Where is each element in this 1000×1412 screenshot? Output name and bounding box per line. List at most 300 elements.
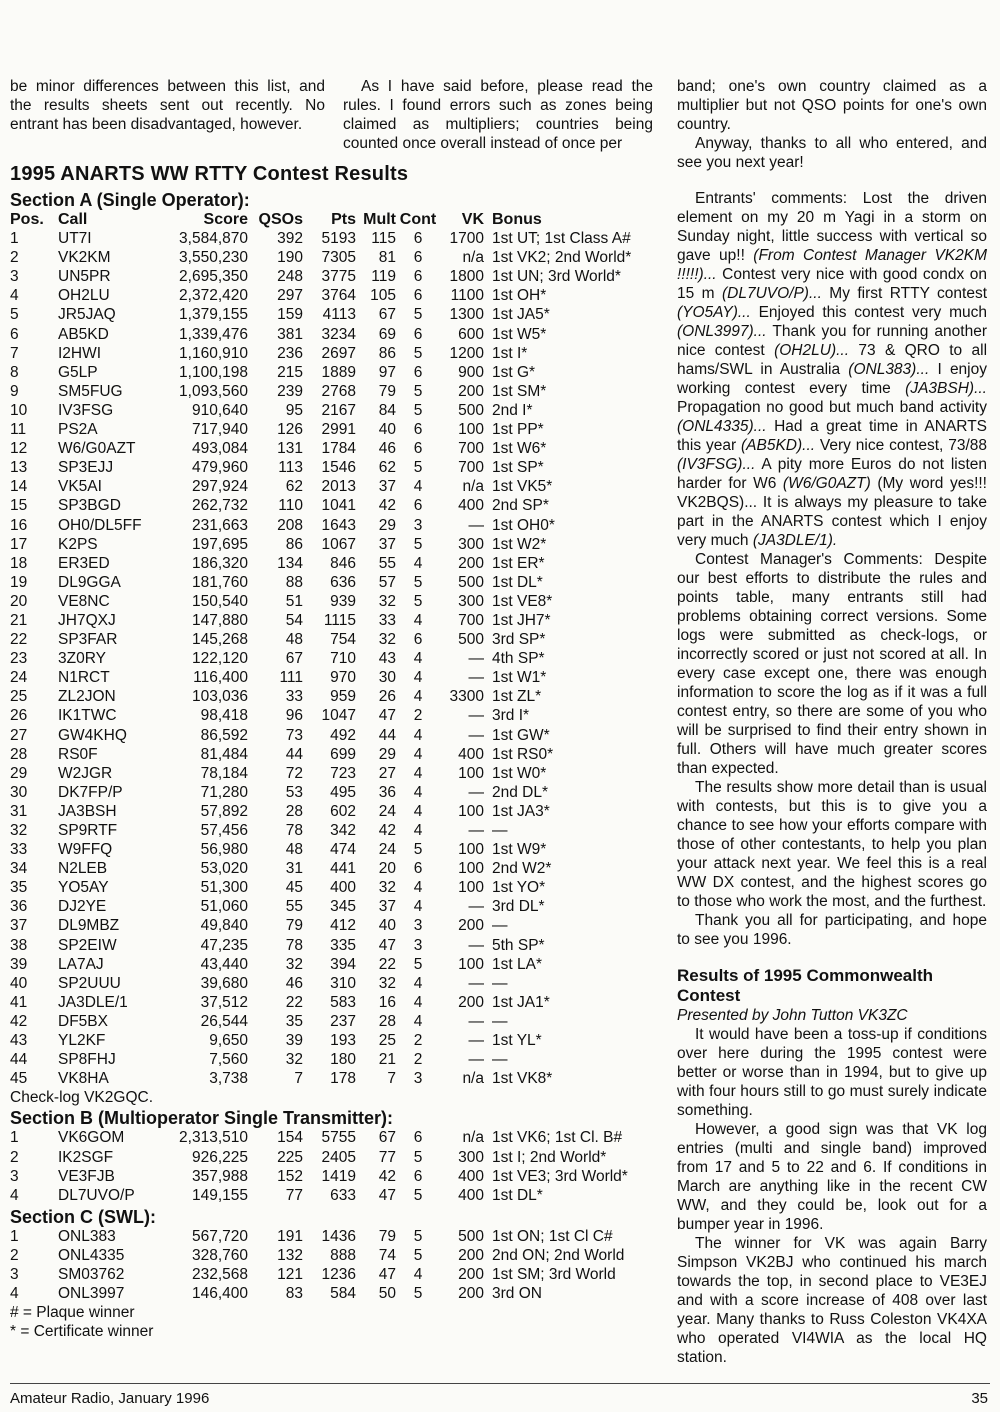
comment-text: Contest very nice with good condx on 15 m — [677, 266, 987, 302]
cell-score: 43,440 — [200, 955, 248, 973]
cell-vk: 700 — [458, 459, 484, 477]
cell-call: DL9MBZ — [58, 917, 120, 935]
cell-vk: — — [468, 822, 484, 839]
cell-vk: 200 — [458, 917, 484, 935]
cell-score: 146,400 — [191, 1285, 248, 1303]
cell-call: UN5PR — [58, 268, 111, 286]
cell-pts: 2991 — [321, 421, 356, 439]
cell-cont: 4 — [413, 478, 423, 496]
cell-qsos: 33 — [285, 688, 303, 706]
table-row — [10, 668, 631, 687]
cell-mult: 67 — [378, 306, 396, 324]
cell-pos: 37 — [10, 917, 28, 935]
cell-pos: 44 — [10, 1051, 28, 1069]
cell-pos: 24 — [10, 669, 28, 687]
cell-vk: 200 — [458, 993, 484, 1011]
cell-score: 7,560 — [209, 1051, 248, 1069]
cell-call: VK8HA — [58, 1070, 109, 1088]
cell-score: 37,512 — [200, 993, 248, 1011]
cell-mult: 24 — [378, 841, 396, 859]
cell-pos: 36 — [10, 898, 28, 916]
cell-pos: 43 — [10, 1032, 28, 1050]
cell-vk: 1300 — [449, 306, 484, 324]
cell-pts: 495 — [330, 783, 356, 801]
cell-pos: 1 — [10, 230, 19, 248]
cell-pts: 633 — [330, 1186, 356, 1204]
cell-pts: 237 — [330, 1012, 356, 1030]
cell-vk: 400 — [458, 1186, 484, 1204]
comment-text: 73 & QRO to all hams/SWL in Australia — [677, 342, 988, 378]
cell-score: 3,584,870 — [179, 230, 248, 248]
intro-text-b: As I have said before, please read the rules. I found errors such as zones being claimed as multipliers; countries being counted once overall instead of once per — [343, 78, 653, 152]
cell-vk: 300 — [458, 1148, 484, 1166]
cell-bonus: 1st ON; 1st Cl C# — [492, 1227, 613, 1245]
cell-vk: 400 — [458, 745, 484, 763]
cell-pos: 17 — [10, 535, 28, 553]
cell-qsos: 159 — [277, 306, 303, 324]
cell-cont: 6 — [413, 497, 423, 515]
section-a-heading: Section A (Single Operator): — [10, 190, 250, 210]
cell-score: 49,840 — [200, 917, 248, 935]
publication-name: Amateur Radio, January 1996 — [10, 1390, 210, 1407]
cell-score: 51,060 — [200, 898, 248, 916]
cell-cont: 4 — [413, 1265, 423, 1283]
cell-pos: 2 — [10, 249, 19, 267]
cell-qsos: 48 — [285, 631, 303, 649]
table-row — [10, 1148, 628, 1167]
cell-bonus: 1st DL* — [492, 1186, 543, 1204]
cell-bonus: 1st DL* — [492, 573, 543, 591]
table-row — [10, 1031, 631, 1050]
cell-score: 1,379,155 — [179, 306, 248, 324]
cell-cont: 5 — [413, 401, 423, 419]
cell-cont: 6 — [413, 1129, 423, 1147]
cell-pos: 42 — [10, 1012, 28, 1030]
cell-mult: 32 — [378, 631, 396, 649]
col-pts: Pts — [331, 211, 356, 228]
table-row — [10, 859, 631, 878]
cell-qsos: 35 — [285, 1012, 303, 1030]
cell-mult: 74 — [378, 1246, 396, 1264]
cell-call: JH7QXJ — [58, 611, 116, 629]
cell-call: G5LP — [58, 363, 98, 381]
cell-vk: 100 — [458, 764, 484, 782]
cell-bonus: 3rd I* — [492, 707, 530, 725]
cell-pts: 7305 — [321, 249, 356, 267]
cell-mult: 36 — [378, 783, 396, 801]
table-row — [10, 706, 631, 725]
cell-pts: 2697 — [321, 344, 356, 362]
table-row — [10, 1284, 624, 1303]
cell-cont: 4 — [413, 688, 423, 706]
cell-pts: 970 — [330, 669, 356, 687]
cell-pos: 22 — [10, 631, 28, 649]
cell-call: JA3BSH — [58, 802, 117, 820]
cell-call: W2JGR — [58, 764, 113, 782]
cell-mult: 77 — [378, 1148, 396, 1166]
cell-qsos: 77 — [285, 1186, 303, 1204]
cell-pts: 1067 — [321, 535, 356, 553]
cell-vk: 100 — [458, 802, 484, 820]
cell-cont: 6 — [413, 249, 423, 267]
cell-cont: 4 — [413, 1012, 423, 1030]
section-a-table — [10, 210, 631, 1088]
cell-bonus: 1st ER* — [492, 554, 545, 572]
comment-text: My first RTTY contest — [829, 285, 988, 302]
cell-bonus: 1st VE3; 3rd World* — [492, 1167, 628, 1185]
table-row — [10, 802, 631, 821]
cell-cont: 4 — [413, 764, 423, 782]
cell-bonus: 2nd ON; 2nd World — [492, 1246, 625, 1264]
right-para-1: band; one's own country claimed as a multiplier but not QSO points for one's own country. — [677, 78, 987, 133]
cell-mult: 42 — [378, 1167, 396, 1185]
table-row — [10, 363, 631, 382]
cell-call: DK7FP/P — [58, 783, 123, 801]
cell-mult: 7 — [387, 1070, 396, 1088]
cell-score: 2,313,510 — [179, 1129, 248, 1147]
cell-qsos: 88 — [285, 573, 303, 591]
cell-bonus: 3rd SP* — [492, 631, 546, 649]
cell-bonus: 1st VE8* — [492, 592, 553, 610]
cell-call: AB5KD — [58, 325, 109, 343]
cell-score: 71,280 — [200, 783, 248, 801]
cell-mult: 28 — [378, 1012, 396, 1030]
cell-pts: 178 — [330, 1070, 356, 1088]
cell-mult: 81 — [378, 249, 396, 267]
cell-qsos: 78 — [285, 822, 303, 839]
cell-vk: n/a — [462, 1129, 484, 1147]
table-row — [10, 687, 631, 706]
cell-mult: 26 — [378, 688, 396, 706]
cell-mult: 44 — [378, 726, 396, 744]
cell-qsos: 154 — [277, 1129, 303, 1147]
cell-qsos: 72 — [285, 764, 303, 782]
cell-pts: 400 — [330, 879, 356, 897]
comment-text: Enjoyed this contest very much — [758, 304, 987, 321]
cell-pts: 636 — [330, 573, 356, 591]
comment-source: (DL7UVO/P)... — [721, 285, 822, 302]
table-row — [10, 344, 631, 363]
cell-call: IK1TWC — [58, 707, 117, 725]
comment-source: (ONL4335)... — [677, 418, 767, 435]
col-pos: Pos. — [10, 211, 44, 228]
cell-pts: 1643 — [321, 516, 356, 534]
cell-call: RS0F — [58, 745, 98, 763]
cell-score: 122,120 — [191, 650, 248, 668]
cell-pos: 5 — [10, 306, 19, 324]
commonwealth-para-2: However, a good sign was that VK log entries (multi and single band) improved from 17 and 5 to 22 and 6. If conditions in March are anything like in the recent CW WW, and they could be, look out for a bumper year in 1996. — [677, 1121, 987, 1233]
cell-bonus: 2nd W2* — [492, 860, 552, 878]
intro-text-a: be minor differences between this list, and the results sheets sent out recently. No entrant has been disadvantaged, however. — [10, 78, 325, 133]
cell-qsos: 51 — [285, 592, 303, 610]
cell-qsos: 22 — [285, 993, 303, 1011]
intro-column-b — [343, 77, 653, 153]
cell-score: 39,680 — [200, 974, 248, 992]
cell-pts: 1041 — [321, 497, 356, 515]
cell-mult: 55 — [378, 554, 396, 572]
cell-vk: — — [468, 726, 484, 744]
cell-qsos: 48 — [285, 841, 303, 859]
cell-qsos: 113 — [278, 459, 303, 477]
cell-bonus: — — [492, 1051, 508, 1069]
table-row — [10, 936, 631, 955]
comment-source: (W6/G0AZT) — [782, 475, 871, 492]
table-row — [10, 286, 631, 305]
cell-mult: 20 — [378, 860, 396, 878]
cell-pts: 2768 — [321, 382, 356, 400]
cell-qsos: 95 — [285, 401, 303, 419]
cell-pos: 29 — [10, 764, 28, 782]
cell-score: 86,592 — [200, 726, 248, 744]
cell-pos: 4 — [10, 1285, 19, 1303]
cell-pos: 3 — [10, 1265, 19, 1283]
cell-score: 53,020 — [200, 860, 248, 878]
cell-pos: 33 — [10, 841, 28, 859]
cell-qsos: 110 — [278, 497, 303, 515]
cell-pos: 28 — [10, 745, 28, 763]
cell-qsos: 131 — [277, 440, 303, 458]
cell-pts: 3234 — [321, 325, 356, 343]
cell-qsos: 83 — [285, 1285, 303, 1303]
cell-bonus: — — [492, 917, 508, 935]
cell-cont: 4 — [413, 611, 423, 629]
cell-call: ONL3997 — [58, 1285, 125, 1303]
cell-score: 78,184 — [200, 764, 248, 782]
cell-pts: 888 — [330, 1246, 356, 1264]
cell-score: 3,550,230 — [179, 249, 248, 267]
cell-call: W6/G0AZT — [58, 440, 136, 458]
comment-source: (YO5AY)... — [677, 304, 751, 321]
entrants-comments — [677, 189, 987, 550]
cell-mult: 25 — [378, 1032, 396, 1050]
cell-cont: 6 — [413, 421, 423, 439]
comment-text: Had a great time in ANARTS this year — [677, 418, 988, 454]
cell-qsos: 152 — [277, 1167, 303, 1185]
cell-call: VE3FJB — [58, 1167, 115, 1185]
cell-cont: 4 — [413, 993, 423, 1011]
cell-cont: 5 — [413, 382, 423, 400]
cell-mult: 46 — [378, 440, 396, 458]
cell-mult: 119 — [371, 268, 396, 286]
cell-score: 479,960 — [191, 459, 248, 477]
cell-bonus: 5th SP* — [492, 936, 545, 954]
cell-call: VK6GOM — [58, 1129, 125, 1147]
table-row — [10, 1167, 628, 1186]
cell-cont: 3 — [413, 917, 423, 935]
cell-vk: 600 — [458, 325, 484, 343]
cell-mult: 115 — [371, 230, 396, 248]
cell-bonus: 1st JA1* — [492, 993, 550, 1011]
cell-mult: 42 — [378, 822, 396, 839]
cell-score: 197,695 — [191, 535, 248, 553]
col-mult: Mult — [363, 211, 396, 228]
cell-vk: — — [468, 898, 484, 916]
cell-mult: 62 — [378, 459, 396, 477]
table-row — [10, 592, 631, 611]
cell-bonus: 1st GW* — [492, 726, 550, 744]
section-b-rows — [10, 1128, 628, 1204]
cell-mult: 105 — [370, 287, 396, 305]
table-row — [10, 496, 631, 515]
cell-cont: 2 — [413, 707, 423, 725]
results-title: 1995 ANARTS WW RTTY Contest Results — [10, 163, 409, 185]
cell-score: 56,980 — [200, 841, 248, 859]
cell-vk: 1800 — [449, 268, 484, 286]
cell-vk: 100 — [458, 841, 484, 859]
cell-pts: 584 — [330, 1285, 356, 1303]
table-row — [10, 1186, 628, 1205]
comment-text: Entrants' comments: Lost the driven element on my 20 m Yagi in a storm on Sunday night, little success with vertical so gave up!! — [677, 190, 987, 264]
cell-bonus: 1st YO* — [492, 879, 546, 897]
cell-pos: 2 — [10, 1246, 19, 1264]
cell-score: 328,760 — [191, 1246, 248, 1264]
cell-call: IV3FSG — [58, 401, 114, 419]
cell-qsos: 32 — [285, 1051, 303, 1069]
cell-bonus: 1st I* — [492, 344, 528, 362]
table-row — [10, 897, 631, 916]
table-row — [10, 726, 631, 745]
cell-call: VE8NC — [58, 592, 110, 610]
cell-pos: 10 — [10, 401, 28, 419]
table-row — [10, 1246, 624, 1265]
cell-pos: 16 — [10, 516, 28, 534]
intro-column-a — [10, 77, 325, 134]
cell-qsos: 190 — [277, 249, 303, 267]
cell-call: K2PS — [58, 535, 98, 553]
cell-qsos: 44 — [285, 745, 303, 763]
cell-mult: 50 — [378, 1285, 396, 1303]
cell-bonus: 1st VK5* — [492, 478, 553, 496]
cell-vk: — — [468, 936, 484, 954]
cell-pts: 412 — [330, 917, 356, 935]
cell-score: 232,568 — [191, 1265, 248, 1283]
cell-bonus: 1st SP* — [492, 459, 544, 477]
cell-call: YO5AY — [58, 879, 109, 897]
cell-pos: 25 — [10, 688, 28, 706]
cell-mult: 37 — [378, 478, 396, 496]
page-footer — [10, 1383, 990, 1407]
cell-vk: 100 — [458, 879, 484, 897]
cell-pos: 35 — [10, 879, 28, 897]
cell-pts: 1419 — [321, 1167, 356, 1185]
cell-score: 3,738 — [209, 1070, 248, 1088]
cell-qsos: 53 — [285, 783, 303, 801]
cell-mult: 47 — [378, 1186, 396, 1204]
table-row — [10, 554, 631, 573]
table-row — [10, 764, 631, 783]
cell-vk: — — [468, 1032, 484, 1050]
cell-mult: 40 — [378, 917, 396, 935]
cell-mult: 47 — [378, 1265, 396, 1283]
cell-call: SP3EJJ — [58, 459, 114, 477]
cell-qsos: 67 — [285, 650, 303, 668]
cell-vk: 200 — [458, 1285, 484, 1303]
cell-qsos: 134 — [277, 554, 303, 572]
cell-call: 3Z0RY — [58, 650, 106, 668]
cell-vk: 1700 — [449, 230, 484, 248]
commonwealth-para-1: It would have been a toss-up if conditions over here during the 1995 contest were better or worse than in 1994, but to give up with four hours still to go must surely indicate something. — [677, 1026, 987, 1119]
cell-pos: 45 — [10, 1070, 28, 1088]
cell-qsos: 54 — [285, 611, 303, 629]
cell-vk: 100 — [458, 421, 484, 439]
cell-pos: 1 — [10, 1227, 19, 1245]
cell-score: 57,892 — [200, 802, 248, 820]
cell-call: DJ2YE — [58, 898, 107, 916]
table-row — [10, 248, 631, 267]
cell-cont: 2 — [413, 1032, 423, 1050]
cell-bonus: — — [492, 822, 508, 839]
cell-bonus: 1st UT; 1st Class A# — [492, 230, 631, 248]
cell-pts: 1436 — [321, 1227, 356, 1245]
cell-mult: 16 — [378, 993, 396, 1011]
table-row — [10, 821, 631, 840]
table-row — [10, 649, 631, 668]
section-b-heading: Section B (Multioperator Single Transmitter): — [10, 1108, 394, 1129]
cell-call: SP3BGD — [58, 497, 121, 515]
cell-bonus: 1st VK8* — [492, 1070, 553, 1088]
cell-call: JR5JAQ — [58, 306, 116, 324]
cell-score: 149,155 — [191, 1186, 248, 1204]
cell-mult: 69 — [378, 325, 396, 343]
cell-qsos: 39 — [285, 1032, 303, 1050]
table-row — [10, 974, 631, 993]
cell-mult: 33 — [378, 611, 396, 629]
table-row — [10, 401, 631, 420]
cell-bonus: 4th SP* — [492, 650, 545, 668]
cell-pos: 14 — [10, 478, 28, 496]
comment-text: I enjoy working contest every time — [677, 361, 987, 397]
cell-pts: 342 — [330, 822, 356, 839]
table-row — [10, 955, 631, 974]
cell-bonus: 1st G* — [492, 363, 536, 381]
cell-bonus: 1st UN; 3rd World* — [492, 268, 621, 286]
cell-qsos: 55 — [285, 898, 303, 916]
cell-pos: 12 — [10, 440, 28, 458]
cell-vk: 500 — [458, 573, 484, 591]
cell-cont: 5 — [413, 306, 423, 324]
cell-qsos: 392 — [277, 230, 303, 248]
cell-score: 231,663 — [191, 516, 248, 534]
table-row — [10, 783, 631, 802]
cell-vk: n/a — [462, 478, 484, 496]
cell-vk: 700 — [458, 440, 484, 458]
cell-qsos: 86 — [285, 535, 303, 553]
cell-mult: 84 — [378, 401, 396, 419]
comment-source: (JA3BSH)... — [905, 380, 987, 397]
cell-pos: 19 — [10, 573, 28, 591]
cell-vk: 200 — [458, 1265, 484, 1283]
right-column — [677, 77, 987, 1367]
table-row — [10, 305, 631, 324]
cell-pts: 310 — [330, 974, 356, 992]
cell-pos: 23 — [10, 650, 28, 668]
cell-qsos: 46 — [285, 974, 303, 992]
cell-pos: 31 — [10, 802, 28, 820]
cell-qsos: 132 — [277, 1246, 303, 1264]
cell-mult: 67 — [378, 1129, 396, 1147]
cell-bonus: — — [492, 1012, 508, 1030]
manager-comments: Contest Manager's Comments: Despite our best efforts to distribute the rules and points table, many entrants still had problems obtaining correct versions. Some logs were submitted as check-logs, or incorrectly scored or just not scored at all. In every case except one, there was enough information to score the log as if it was a full contest entry, so there are some of you who will be surprised to find their entry shown in full. Others will have much greater scores than expected. — [677, 551, 987, 777]
cell-pts: 5193 — [321, 230, 356, 248]
cell-score: 181,760 — [191, 573, 248, 591]
comment-text: (My word yes!!! VK2BQS)... It is always my pleasure to take part in the ANARTS contest which I enjoy very much — [677, 475, 987, 549]
table-row — [10, 1069, 631, 1088]
cell-pts: 492 — [330, 726, 356, 744]
cell-cont: 6 — [413, 631, 423, 649]
cell-mult: 86 — [378, 344, 396, 362]
cell-mult: 43 — [378, 650, 396, 668]
cell-call: DL7UVO/P — [58, 1186, 135, 1204]
